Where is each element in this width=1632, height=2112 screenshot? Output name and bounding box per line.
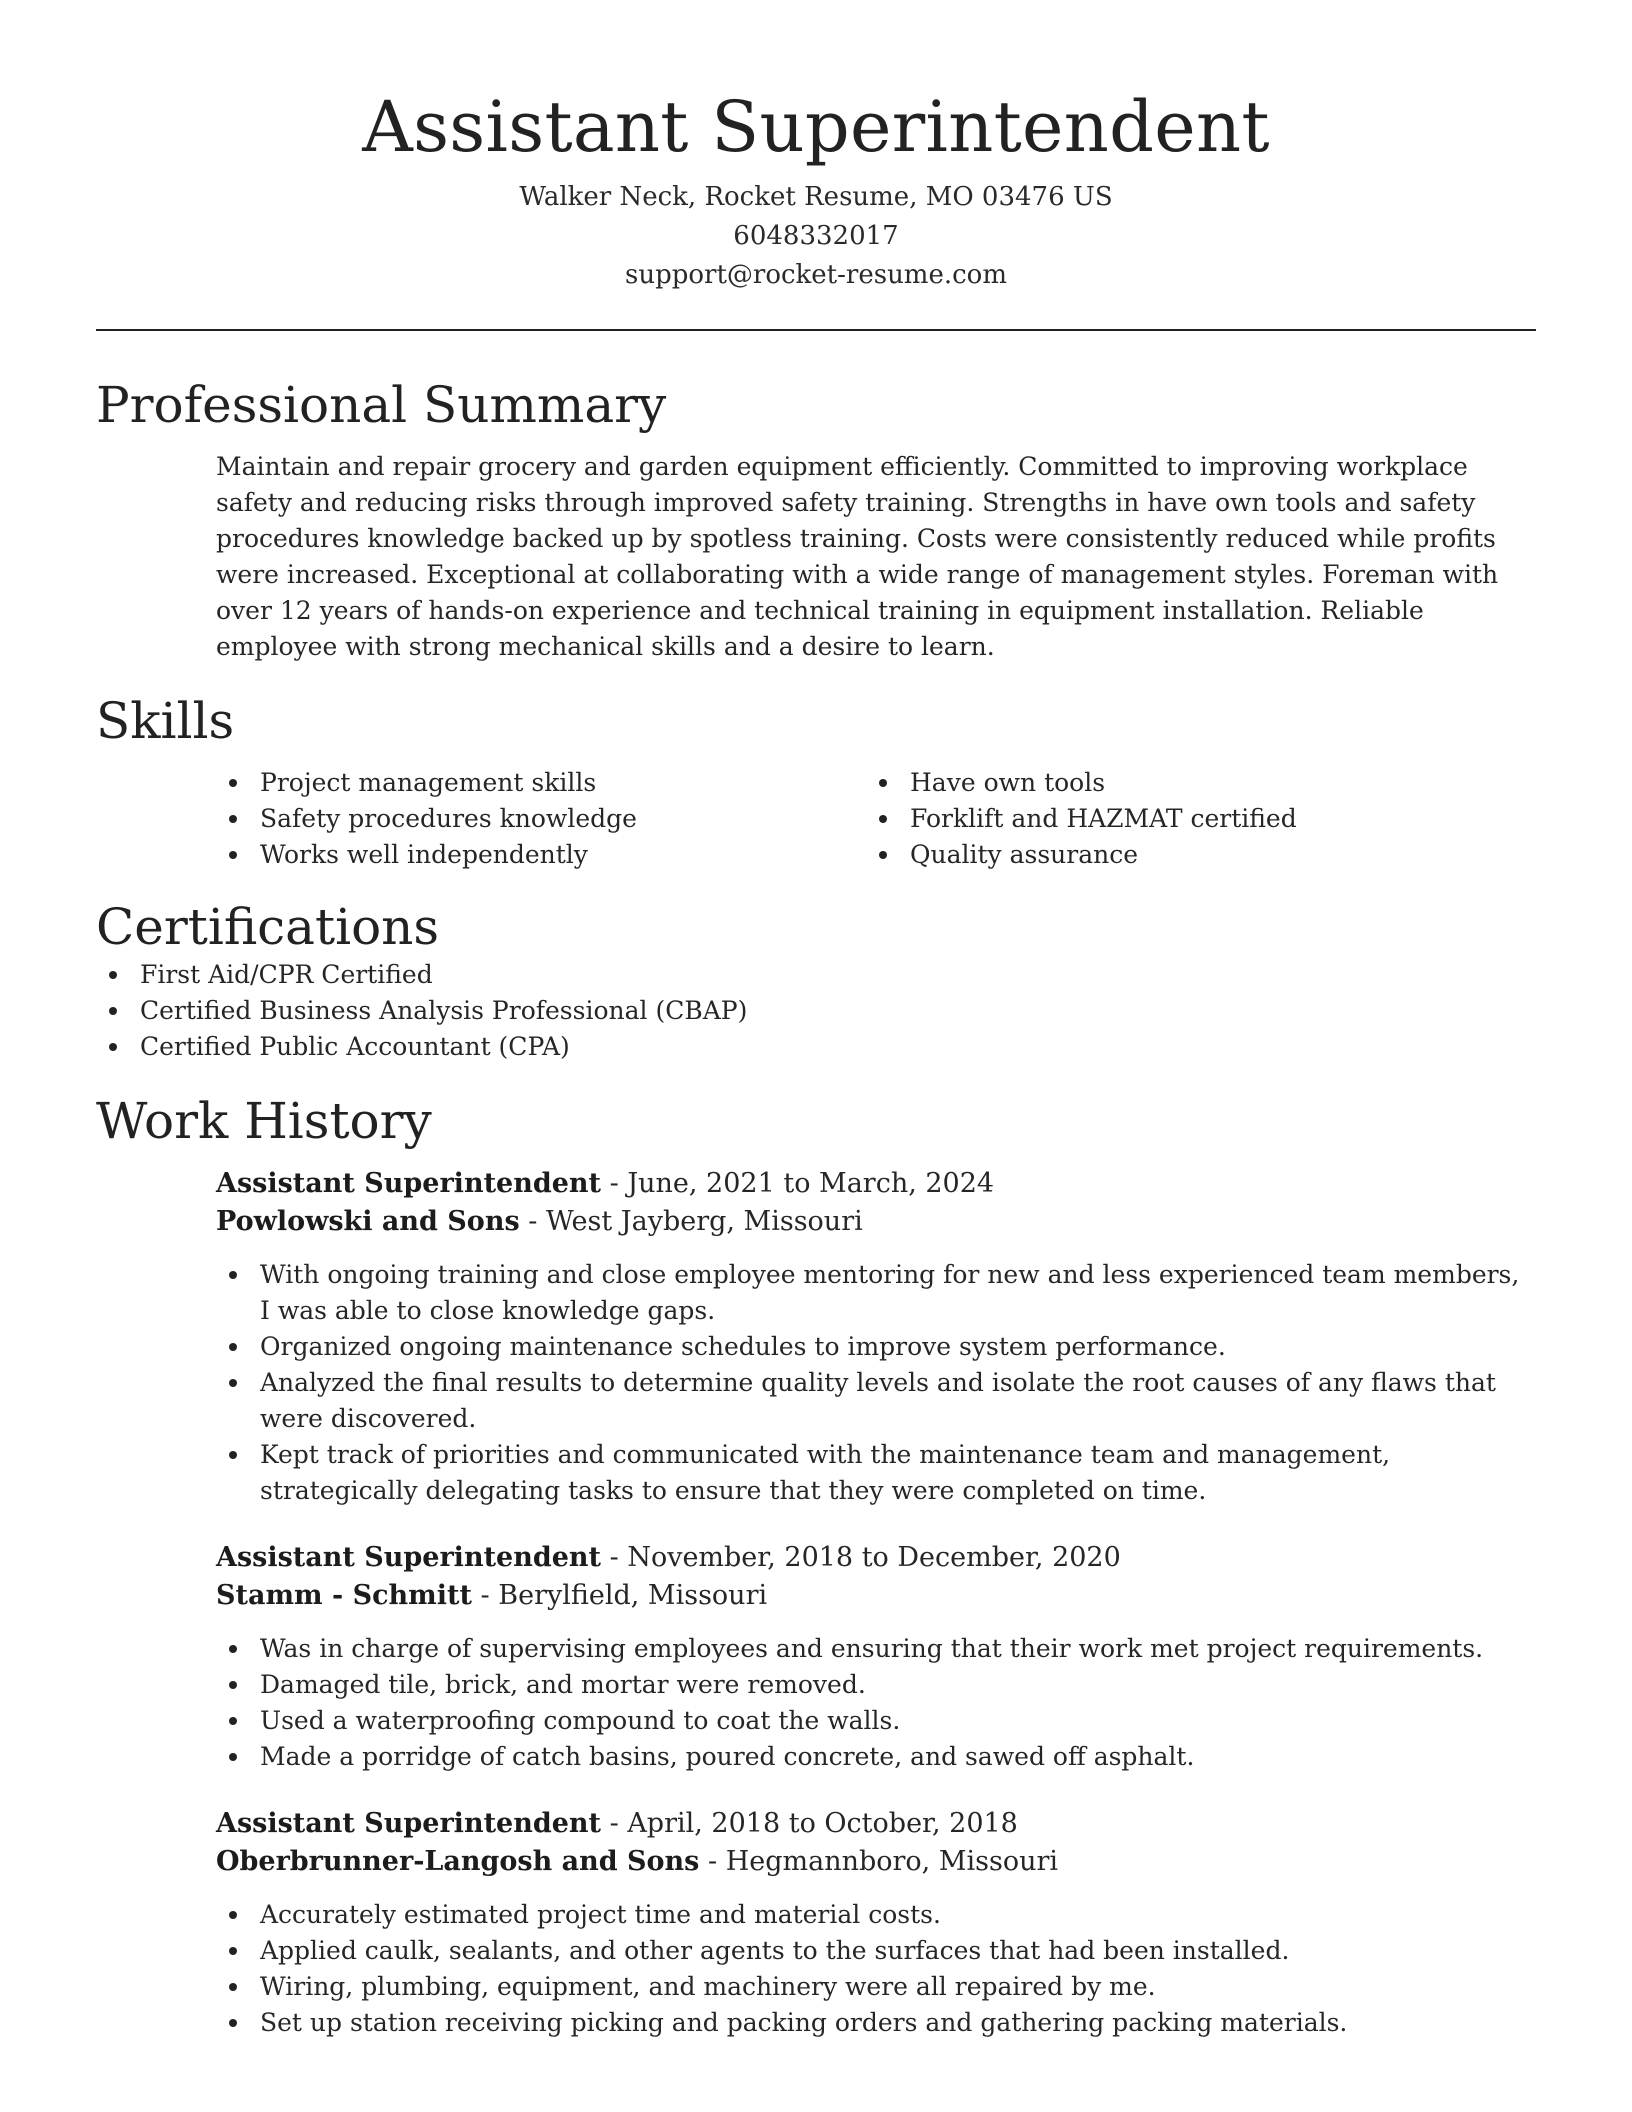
job-company: Stamm - Schmitt [216, 1580, 472, 1611]
certification-item: First Aid/CPR Certified [96, 957, 1536, 993]
resume-page [96, 0, 1536, 2041]
job-location: Berylfield, Missouri [498, 1580, 768, 1611]
job-role: Assistant Superintendent [216, 1808, 602, 1839]
certification-item: Certified Business Analysis Professional (CBAP) [96, 993, 1536, 1029]
contact-address: Walker Neck, Rocket Resume, MO 03476 US [519, 182, 1113, 212]
job-entry [216, 1539, 1536, 1775]
job-dates: June, 2021 to March, 2024 [627, 1168, 995, 1199]
skill-item: Have own tools [866, 765, 1516, 801]
job-duty: Applied caulk, sealants, and other agents to the surfaces that had been installed. [216, 1933, 1536, 1969]
skills-heading: Skills [96, 692, 235, 750]
contact-info [96, 178, 1536, 295]
job-company-line: Stamm - Schmitt - Berylfield, Missouri [216, 1580, 768, 1611]
job-title-line: Assistant Superintendent - June, 2021 to March, 2024 [216, 1168, 995, 1199]
job-duty: Used a waterproofing compound to coat the walls. [216, 1703, 1536, 1739]
job-role: Assistant Superintendent [216, 1168, 602, 1199]
skill-item: Works well independently [216, 837, 866, 873]
job-duties-list [216, 1897, 1536, 2041]
job-company: Powlowski and Sons [216, 1206, 520, 1237]
skills-columns [216, 765, 1536, 873]
job-duty: Kept track of priorities and communicated with the maintenance team and management, strategically delegating tasks to ensure that they were completed on time. [216, 1437, 1536, 1509]
work-history-section [96, 1091, 1536, 2041]
skills-list-right [866, 765, 1516, 873]
skill-item: Quality assurance [866, 837, 1516, 873]
job-duty: Set up station receiving picking and packing orders and gathering packing materials. [216, 2005, 1536, 2041]
summary-section [96, 375, 1536, 665]
job-duty: Made a porridge of catch basins, poured concrete, and sawed off asphalt. [216, 1739, 1536, 1775]
candidate-name: Assistant Superintendent [362, 86, 1270, 168]
certifications-section [96, 897, 1536, 1065]
job-dates: April, 2018 to October, 2018 [627, 1808, 1018, 1839]
skills-section [96, 691, 1536, 873]
summary-text: Maintain and repair grocery and garden equipment efficiently. Committed to improving workplace safety and reducing risks through improved safety training. Strengths in have own tools and safety procedures knowledge backed up by spotless training. Costs were consistently reduced while profits were increased. Exceptional at collaborating with a wide range of management styles. Foreman with over 12 years of hands-on experience and technical training in equipment installation. Reliable employee with strong mechanical skills and a desire to learn. [216, 452, 1499, 661]
skill-item: Safety procedures knowledge [216, 801, 866, 837]
skills-list-left [216, 765, 866, 873]
job-title-line: Assistant Superintendent - April, 2018 to October, 2018 [216, 1808, 1018, 1839]
job-duty: Accurately estimated project time and material costs. [216, 1897, 1536, 1933]
resume-header [96, 0, 1536, 295]
job-duties-list [216, 1257, 1536, 1509]
certifications-list [96, 957, 1536, 1065]
job-location: West Jayberg, Missouri [545, 1206, 863, 1237]
contact-phone: 6048332017 [733, 221, 899, 251]
job-role: Assistant Superintendent [216, 1542, 602, 1573]
certifications-heading: Certifications [96, 898, 440, 956]
certification-item: Certified Public Accountant (CPA) [96, 1029, 1536, 1065]
job-duty: Wiring, plumbing, equipment, and machinery were all repaired by me. [216, 1969, 1536, 2005]
job-duty: Damaged tile, brick, and mortar were removed. [216, 1667, 1536, 1703]
job-entry [216, 1805, 1536, 2041]
skill-item: Forklift and HAZMAT certified [866, 801, 1516, 837]
job-duty: With ongoing training and close employee mentoring for new and less experienced team members, I was able to close knowledge gaps. [216, 1257, 1536, 1329]
job-duties-list [216, 1631, 1536, 1775]
skill-item: Project management skills [216, 765, 866, 801]
job-entry [216, 1165, 1536, 1509]
job-duty: Was in charge of supervising employees and ensuring that their work met project requirements. [216, 1631, 1536, 1667]
summary-heading: Professional Summary [96, 376, 667, 434]
header-divider [96, 329, 1536, 331]
job-duty: Organized ongoing maintenance schedules to improve system performance. [216, 1329, 1536, 1365]
job-company-line: Oberbrunner-Langosh and Sons - Hegmannboro, Missouri [216, 1846, 1059, 1877]
job-dates: November, 2018 to December, 2020 [627, 1542, 1121, 1573]
job-company: Oberbrunner-Langosh and Sons [216, 1846, 700, 1877]
job-company-line: Powlowski and Sons - West Jayberg, Missouri [216, 1206, 863, 1237]
job-title-line: Assistant Superintendent - November, 2018 to December, 2020 [216, 1542, 1121, 1573]
job-duty: Analyzed the final results to determine quality levels and isolate the root causes of any flaws that were discovered. [216, 1365, 1536, 1437]
contact-email: support@rocket-resume.com [624, 260, 1007, 290]
job-location: Hegmannboro, Missouri [725, 1846, 1059, 1877]
work-history-heading: Work History [96, 1092, 432, 1150]
